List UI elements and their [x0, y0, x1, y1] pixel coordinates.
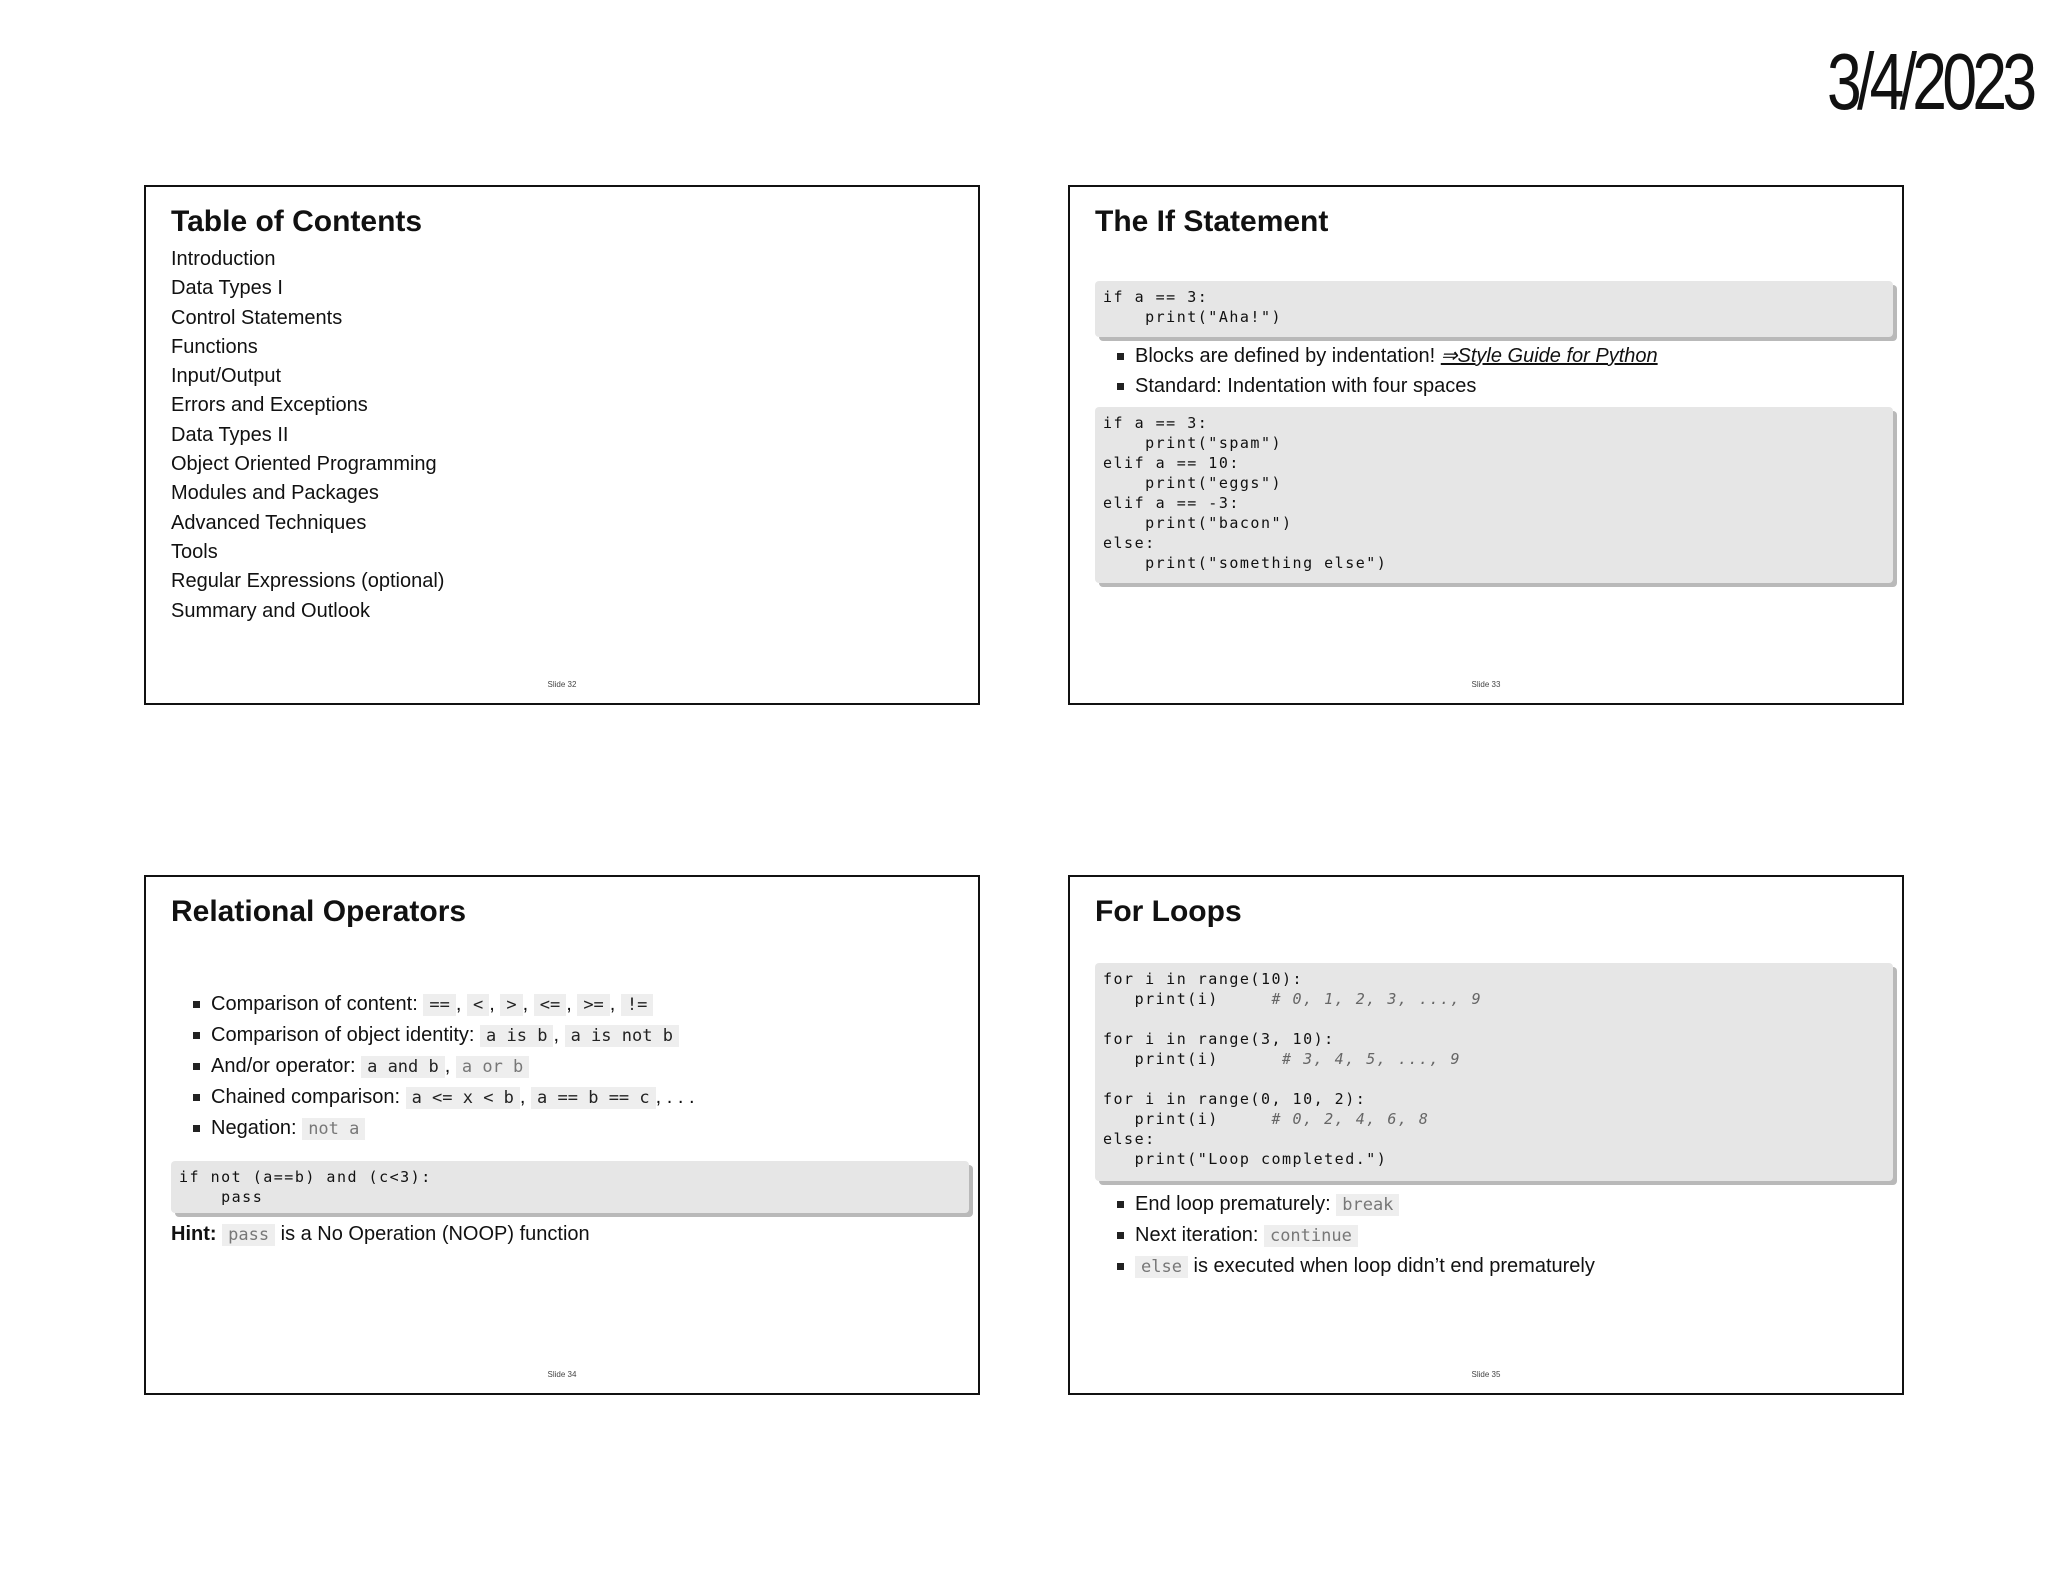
code-line: else: — [1103, 1130, 1156, 1148]
inline-code: != — [621, 994, 653, 1016]
bullet-item: Standard: Indentation with four spaces — [1115, 371, 1658, 401]
toc-item: Control Statements — [171, 306, 343, 329]
bullet-label: Next iteration: — [1135, 1224, 1259, 1246]
code-block: if a == 3: print("spam") elif a == 10: print("eggs") elif a == -3: print("bacon") else: print("something else") — [1095, 407, 1893, 583]
bullet-item — [1115, 1251, 1595, 1282]
bullet-item — [1115, 341, 1658, 371]
inline-code: not a — [302, 1118, 365, 1140]
inline-code: a is b — [480, 1025, 553, 1047]
code-line: for i in range(0, 10, 2): — [1103, 1090, 1367, 1108]
code-line: for i in range(10): — [1103, 970, 1304, 988]
code-block: if a == 3: print("Aha!") — [1095, 281, 1893, 337]
toc-item: Data Types II — [171, 423, 289, 446]
bullet-item — [1115, 1189, 1595, 1220]
slide-for-loops — [1068, 875, 1904, 1395]
toc-item: Summary and Outlook — [171, 599, 370, 622]
inline-code: a is not b — [565, 1025, 679, 1047]
bullet-label: End loop prematurely: — [1135, 1193, 1331, 1215]
code-line: print("Loop completed.") — [1103, 1150, 1388, 1168]
inline-code: < — [467, 994, 489, 1016]
bullet-list — [1115, 341, 1658, 401]
code-line: print(i) — [1103, 1050, 1283, 1068]
code-line: print(i) — [1103, 1110, 1272, 1128]
slide-title: Relational Operators — [171, 895, 467, 928]
bullet-text: Blocks are defined by indentation! — [1135, 345, 1441, 367]
slide-title: The If Statement — [1095, 205, 1329, 238]
bullet-item: Chained comparison: a <= x < b , a == b == c , . . . — [191, 1082, 695, 1113]
slide-number: Slide 33 — [1471, 680, 1501, 689]
inline-code: a and b — [361, 1056, 445, 1078]
inline-code: else — [1135, 1256, 1188, 1278]
bullet-label: Chained comparison: — [211, 1086, 400, 1108]
code-line: for i in range(3, 10): — [1103, 1030, 1335, 1048]
slide-title: For Loops — [1095, 895, 1242, 928]
bullet-list — [191, 989, 695, 1144]
code-comment: # 0, 1, 2, 3, ..., 9 — [1271, 990, 1483, 1008]
inline-code: pass — [222, 1224, 275, 1246]
code-line: print(i) — [1103, 990, 1272, 1008]
toc-item: Input/Output — [171, 365, 282, 388]
hint-line — [171, 1223, 590, 1246]
inline-code: == — [423, 994, 455, 1016]
toc-item: Object Oriented Programming — [171, 453, 437, 476]
bullet-item — [191, 1113, 695, 1144]
code-block — [1095, 963, 1893, 1181]
toc-item: Errors and Exceptions — [171, 394, 368, 417]
inline-code: break — [1336, 1194, 1399, 1216]
bullet-label: And/or operator: — [211, 1055, 356, 1077]
bullet-text: is executed when loop didn’t end prematurely — [1193, 1255, 1595, 1277]
toc-item: Modules and Packages — [171, 482, 379, 505]
toc-item: Functions — [171, 335, 258, 358]
slide-if-statement — [1068, 185, 1904, 705]
inline-code: > — [500, 994, 522, 1016]
slide-number: Slide 35 — [1471, 1370, 1501, 1379]
bullet-item — [1115, 1220, 1595, 1251]
ellipsis: , . . . — [655, 1086, 695, 1108]
slide-number: Slide 32 — [547, 680, 577, 689]
style-guide-link[interactable]: ⇒Style Guide for Python — [1440, 345, 1658, 367]
inline-code: continue — [1264, 1225, 1358, 1247]
bullet-item: Comparison of object identity: a is b , a is not b — [191, 1020, 695, 1051]
slide-title: Table of Contents — [171, 205, 423, 238]
document-date: 3/4/2023 — [1826, 37, 2032, 126]
code-comment: # 0, 2, 4, 6, 8 — [1271, 1110, 1430, 1128]
bullet-item: Comparison of content: == , < , > , <= , >= , != — [191, 989, 695, 1020]
toc-item: Regular Expressions (optional) — [171, 570, 445, 593]
code-comment: # 3, 4, 5, ..., 9 — [1282, 1050, 1462, 1068]
inline-code: <= — [534, 994, 566, 1016]
inline-code: a <= x < b — [406, 1087, 520, 1109]
hint-text: is a No Operation (NOOP) function — [280, 1223, 590, 1245]
bullet-list — [1115, 1189, 1595, 1282]
bullet-label: Negation: — [211, 1117, 297, 1139]
toc-item: Advanced Techniques — [171, 511, 367, 534]
slide-number: Slide 34 — [547, 1370, 577, 1379]
inline-code: a == b == c — [531, 1087, 656, 1109]
slide-relational-operators — [144, 875, 980, 1395]
toc-list — [171, 245, 444, 626]
toc-item: Tools — [171, 540, 218, 563]
inline-code: >= — [577, 994, 609, 1016]
bullet-label: Comparison of object identity: — [211, 1024, 475, 1046]
hint-label: Hint: — [171, 1223, 217, 1245]
slide-table-of-contents — [144, 185, 980, 705]
toc-item: Introduction — [171, 248, 276, 270]
bullet-item: And/or operator: a and b , a or b — [191, 1051, 695, 1082]
inline-code: a or b — [456, 1056, 529, 1078]
code-block: if not (a==b) and (c<3): pass — [171, 1161, 969, 1213]
bullet-label: Comparison of content: — [211, 993, 418, 1015]
toc-item: Data Types I — [171, 277, 283, 300]
